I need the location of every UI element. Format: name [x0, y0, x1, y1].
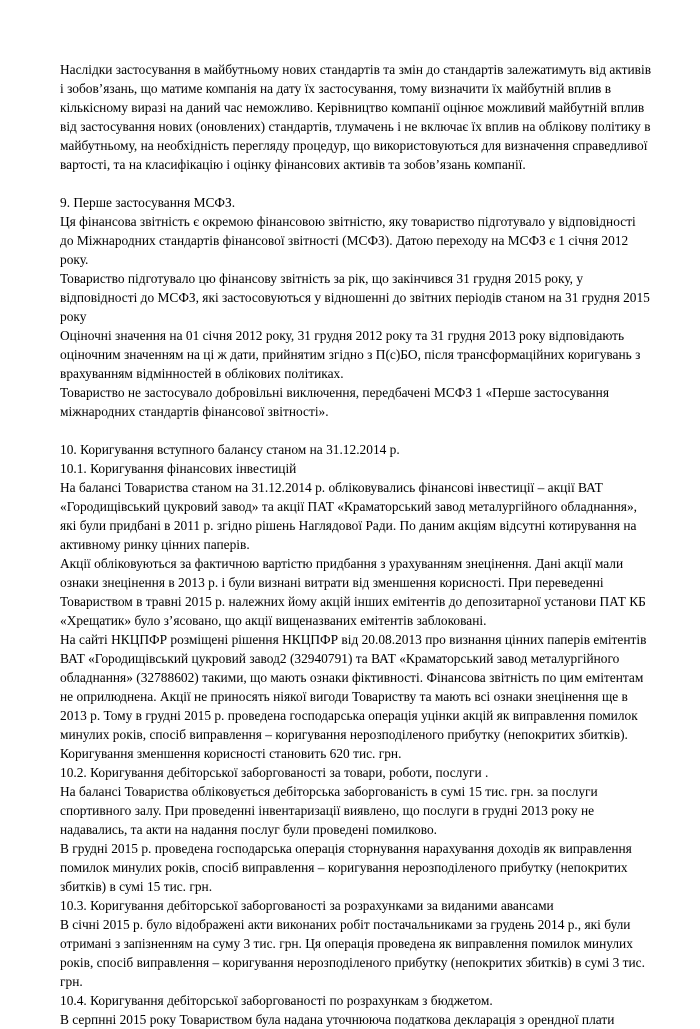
paragraph-investments: На балансі Товариства станом на 31.12.2014 р. обліковувались фінансові інвестиції – акції ВАТ «Городищівський цукровий завод» та акції ПАТ «Краматорський завод металургійного обладнання», які були придбані в 2011 р. згідно рішень Наглядової Ради. По даним акціям відсутні котирування на активному ринку цінних паперів.: [60, 480, 637, 552]
paragraph-standards-impact: Наслідки застосування в майбутньому нових стандартів та змін до стандартів залежатимуть від активів і зобов’язань, що матиме компанія на дату їх застосування, тому визначити їх майбутній вплив в кількісному виразі на даний час неможливо. Керівництво компанії оцінює можливий майбутній вплив від застосування нових (оновлених) стандартів, тлумачень і не включає їх вплив на облікову політику в майбутньому, на необхідність перегляду процедур, що використовуються для визначення справедливої вартості, та на класифікацію і оцінку фінансових активів та зобов’язань компанії.: [60, 62, 652, 172]
paragraph-reversal: В грудні 2015 р. проведена господарська операція сторнування нарахування доходів як виправлення помилок минулих років, спосіб виправлення – коригування нерозподіленого прибутку (непокритих збитків) в сумі 15 тис. грн.: [60, 841, 632, 894]
paragraph-exemptions: Товариство не застосувало добровільні виключення, передбачені МСФЗ 1 «Перше застосування міжнародних стандартів фінансової звітності».: [60, 385, 609, 419]
paragraph-regulator-decision: На сайті НКЦПФР розміщені рішення НКЦПФР від 20.08.2013 про визнання цінних паперів емітентів ВАТ «Городищівський цукровий завод2 (32940791) та ВАТ «Краматорський завод металургійного обладнання» (32788602) такими, що мають ознаки фіктивності. Фінансова звітність по цим емітентам не оприлюднена. Акції не приносять ніякої вигоди Товариству та мають всі ознаки знецінення ще в 2013 р. Тому в грудні 2015 р. проведена господарська операція уцінки акцій як виправлення помилок минулих років, спосіб виправлення – коригування нерозподіленого прибутку (непокритих збитків). Коригування зменшення корисності становить 620 тис. грн.: [60, 632, 647, 761]
document-page: [60, 60, 652, 1029]
paragraph-tax-declaration: В серпнні 2015 року Товариством була надана уточнююча податкова декларація з орендної плати: [60, 1012, 615, 1027]
paragraph-impairment: Акції обліковуються за фактичною вартістю придбання з урахуванням знецінення. Дані акції мали ознаки знецінення в 2013 р. і були визнані витрати від зменшення корисності. При переведенні Товариством в травні 2015 р. належних йому акцій інших емітентів до депозитарної установи ПАТ КБ «Хрещатик» було з’ясовано, що акції вищеназваних емітентів заблоковані.: [60, 556, 646, 628]
paragraph-estimates: Оціночні значення на 01 січня 2012 року, 31 грудня 2012 року та 31 грудня 2013 року відповідають оціночним значенням на ці ж дати, прийнятим згідно з П(с)БО, після трансформаційних коригувань з врахуванням відмінностей в облікових політиках.: [60, 328, 641, 381]
section-heading-10: 10. Коригування вступного балансу станом на 31.12.2014 р.: [60, 442, 400, 457]
blank-line: [60, 174, 652, 193]
subsection-heading-10-4: 10.4. Коригування дебіторської заборгованості по розрахункам з бюджетом.: [60, 993, 493, 1008]
paragraph-prepared-statements: Товариство підготувало цю фінансову звітність за рік, що закінчився 31 грудня 2015 року, у відповідності до МСФЗ, які застосовуються у відношенні до звітних періодів станом на 31 грудня 2015 року: [60, 271, 650, 324]
subsection-heading-10-3: 10.3. Коригування дебіторської заборгованості за розрахунками за виданими авансами: [60, 898, 554, 913]
blank-line: [60, 421, 652, 440]
section-heading-9: 9. Перше застосування МСФЗ.: [60, 195, 236, 210]
paragraph-advances: В січні 2015 р. було відображені акти виконаних робіт постачальниками за грудень 2014 р., які були отримані з запізненням на суму 3 тис. грн. Ця операція проведена як виправлення помилок минулих років, спосіб виправлення – коригування нерозподіленого прибутку (непокритих збитків) в сумі 3 тис. грн.: [60, 917, 645, 989]
subsection-heading-10-2: 10.2. Коригування дебіторської заборгованості за товари, роботи, послуги .: [60, 765, 489, 780]
paragraph-receivables-gym: На балансі Товариства обліковується дебіторська заборгованість в сумі 15 тис. грн. за послуги спортивного залу. При проведенні інвентаризації виявлено, що послуги в грудні 2013 року не надавались, та акти на надання послуг були проведені помилково.: [60, 784, 598, 837]
subsection-heading-10-1: 10.1. Коригування фінансових інвестицій: [60, 461, 297, 476]
paragraph-separate-statements: Ця фінансова звітність є окремою фінансовою звітністю, яку товариство підготувало у відповідності до Міжнародних стандартів фінансової звітності (МСФЗ). Датою переходу на МСФЗ є 1 січня 2012 року.: [60, 214, 636, 267]
